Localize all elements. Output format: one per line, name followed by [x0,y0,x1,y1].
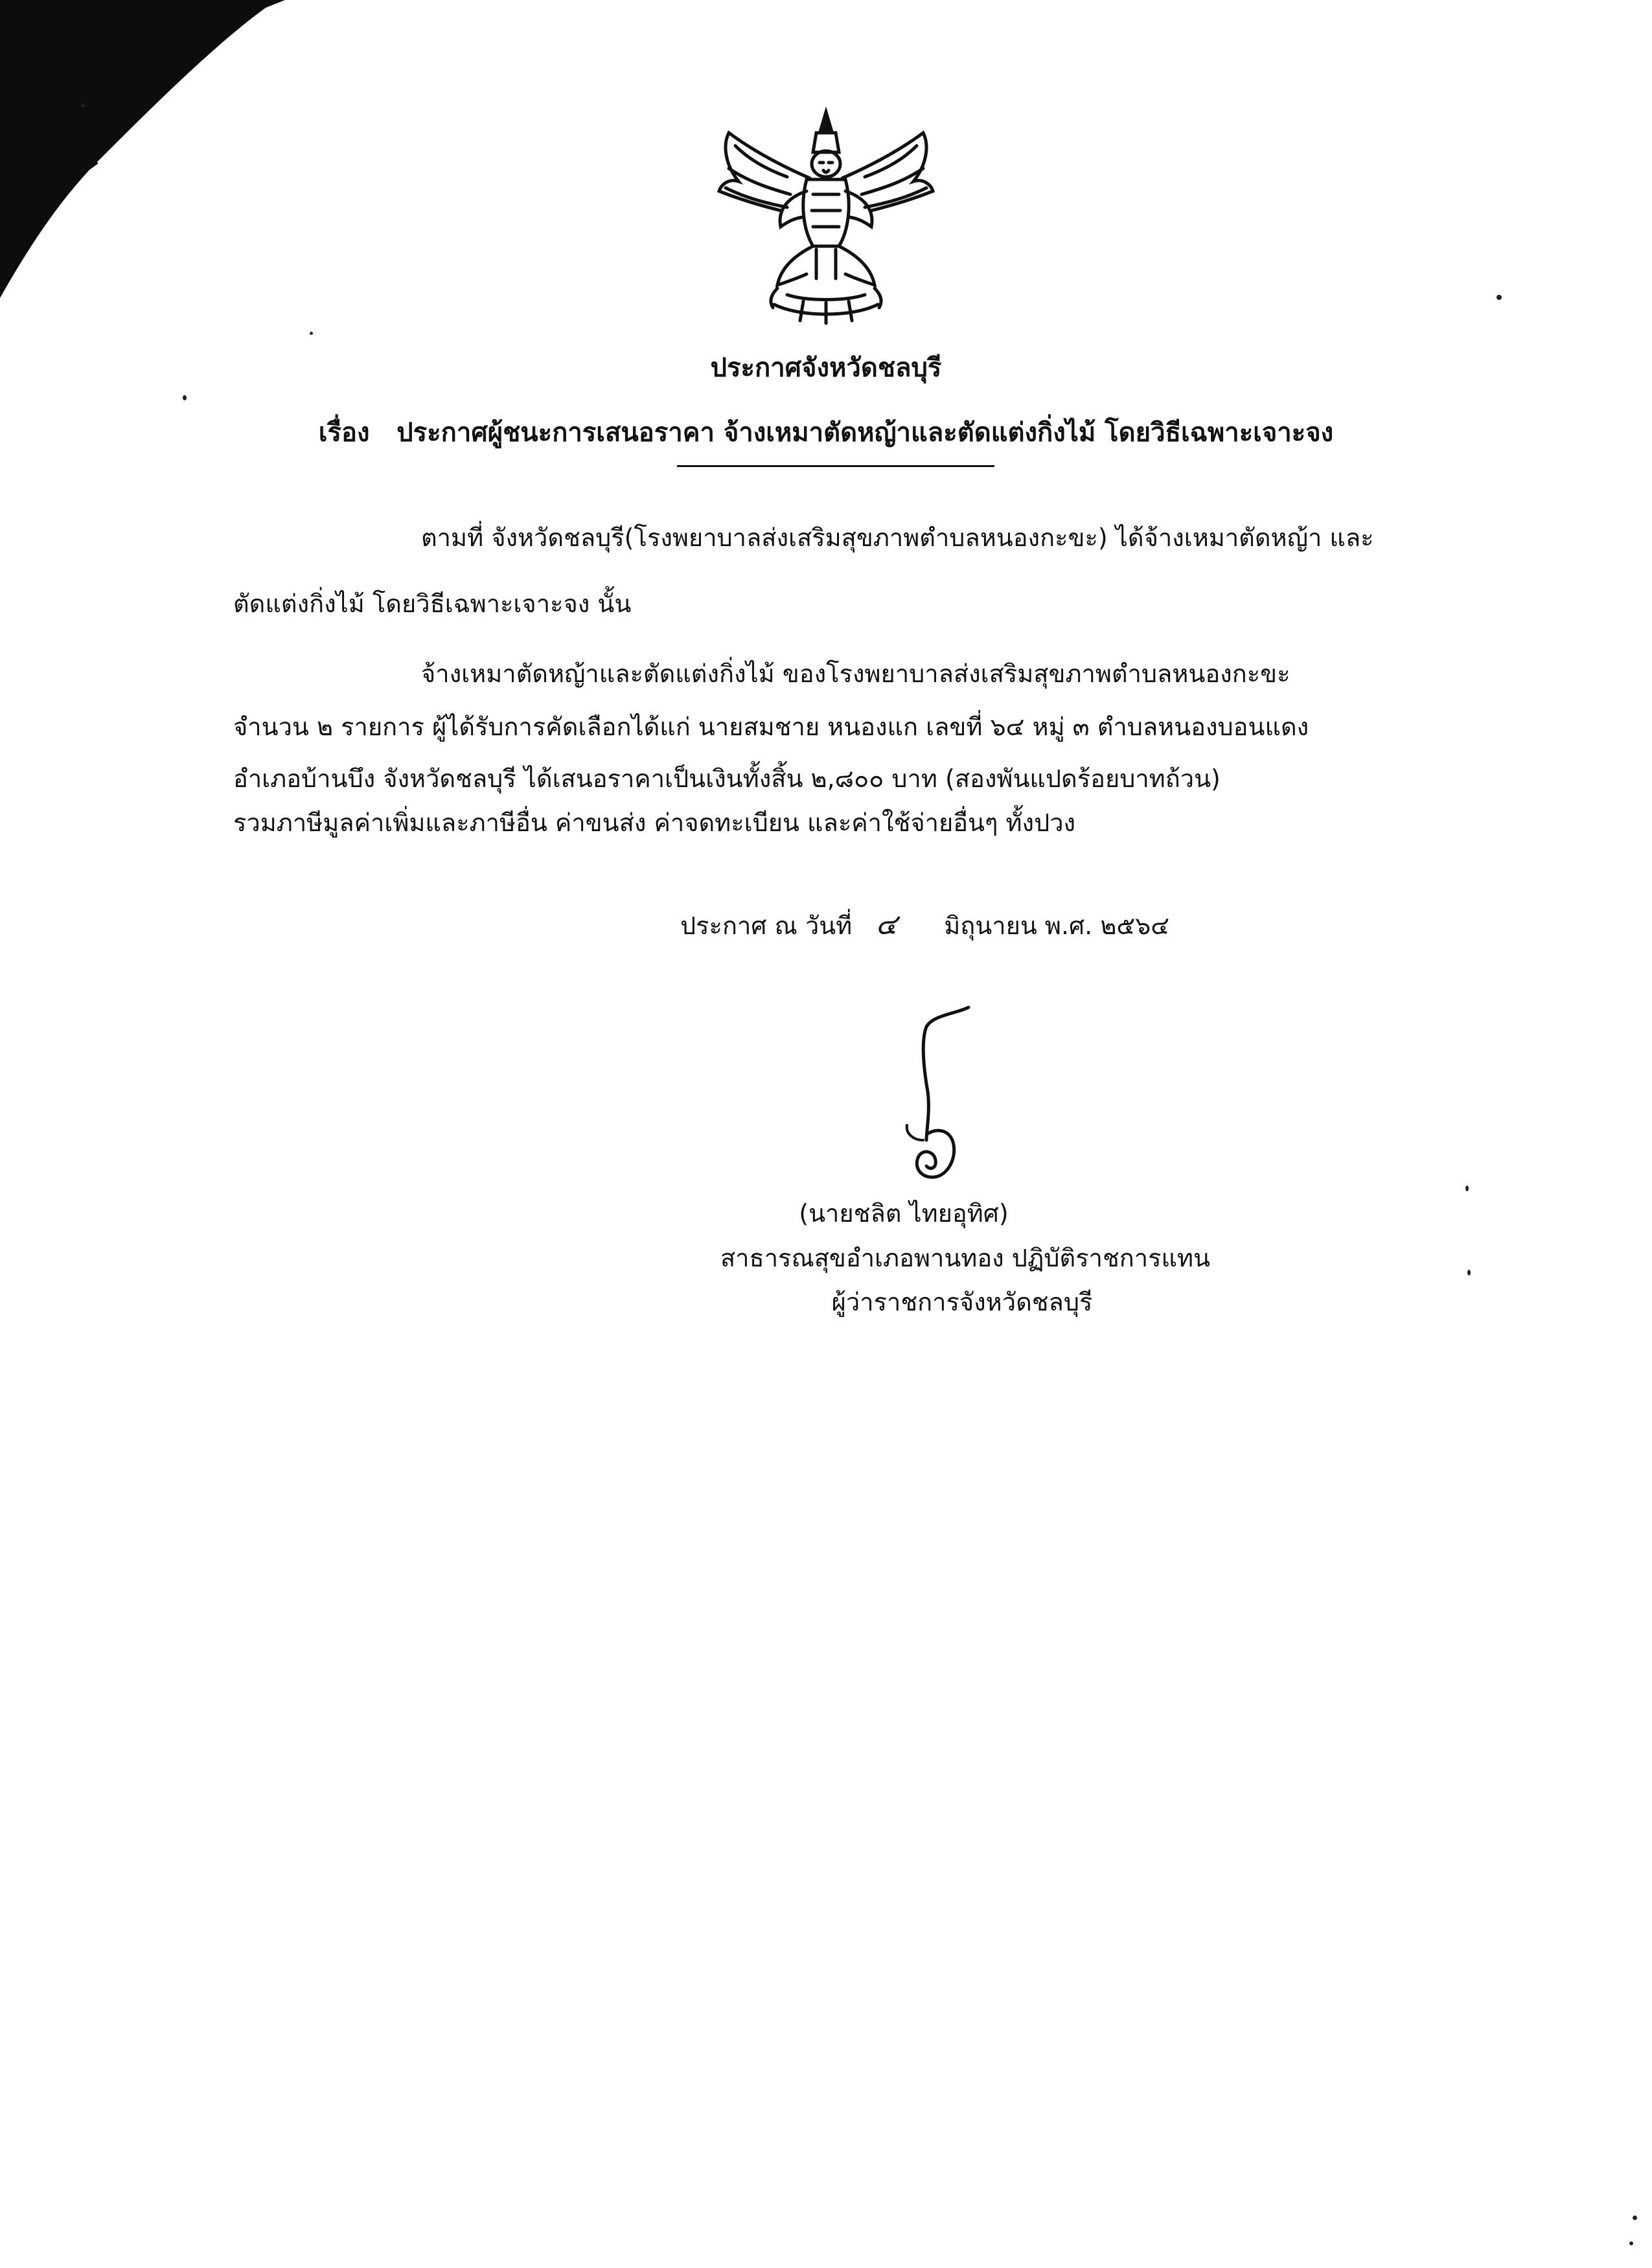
paragraph-2-line-1: จ้างเหมาตัดหญ้าและตัดแต่งกิ่งไม้ ของโรงพยาบาลส่งเสริมสุขภาพตำบลหนองกะขะ [421,659,1291,688]
scan-speck [1633,2216,1637,2220]
scan-speck [1465,1186,1469,1191]
garuda-emblem-icon [709,107,943,327]
scan-speck [1497,295,1502,300]
signatory-name: (นายชลิต ไทยอุทิศ) [799,1199,1009,1228]
announcement-month-year: มิถุนายน พ.ศ. ๒๕๖๔ [944,911,1170,940]
paragraph-1-line-1: ตามที่ จังหวัดชลบุรี(โรงพยาบาลส่งเสริมสุขภาพตำบลหนองกะขะ) ได้จ้างเหมาตัดหญ้า และ [421,523,1374,552]
announcement-date [680,906,1169,945]
title-underline [677,465,994,467]
paragraph-2-line-4: รวมภาษีมูลค่าเพิ่มและภาษีอื่น ค่าขนส่ง ค่าจดทะเบียน และค่าใช้จ่ายอื่นๆ ทั้งปวง [233,808,1076,837]
scan-speck [1467,1270,1471,1276]
document-title: ประกาศจังหวัดชลบุรี [710,353,942,383]
signatory-position-line-1: สาธารณสุขอำเภอพานทอง ปฏิบัติราชการแทน [720,1244,1211,1272]
announcement-day: ๔ [875,908,897,941]
paragraph-2-line-2: จำนวน ๒ รายการ ผู้ได้รับการคัดเลือกได้แก่ นายสมชาย หนองแก เลขที่ ๖๔ หมู่ ๓ ตำบลหนองบอนแดง [233,713,1309,741]
scan-speck [81,104,85,108]
announcement-prefix: ประกาศ ณ วันที่ [680,911,853,940]
scan-corner-shadow [0,0,285,298]
handwritten-signature [888,1001,991,1195]
subject-line [0,411,1652,453]
paragraph-1-line-2: ตัดแต่งกิ่งไม้ โดยวิธีเฉพาะเจาะจง นั้น [233,590,632,618]
scan-speck [1629,2241,1633,2245]
scan-speck [183,395,187,400]
subject-label: เรื่อง [318,418,370,448]
signatory-position-line-2: ผู้ว่าราชการจังหวัดชลบุรี [831,1288,1093,1316]
scan-speck [310,332,313,335]
subject-text: ประกาศผู้ชนะการเสนอราคา จ้างเหมาตัดหญ้าและตัดแต่งกิ่งไม้ โดยวิธีเฉพาะเจาะจง [396,418,1334,448]
paragraph-2-line-3: อำเภอบ้านบึง จังหวัดชลบุรี ได้เสนอราคาเป็นเงินทั้งสิ้น ๒,๘๐๐ บาท (สองพันแปดร้อยบาทถ้วน) [233,764,1221,793]
